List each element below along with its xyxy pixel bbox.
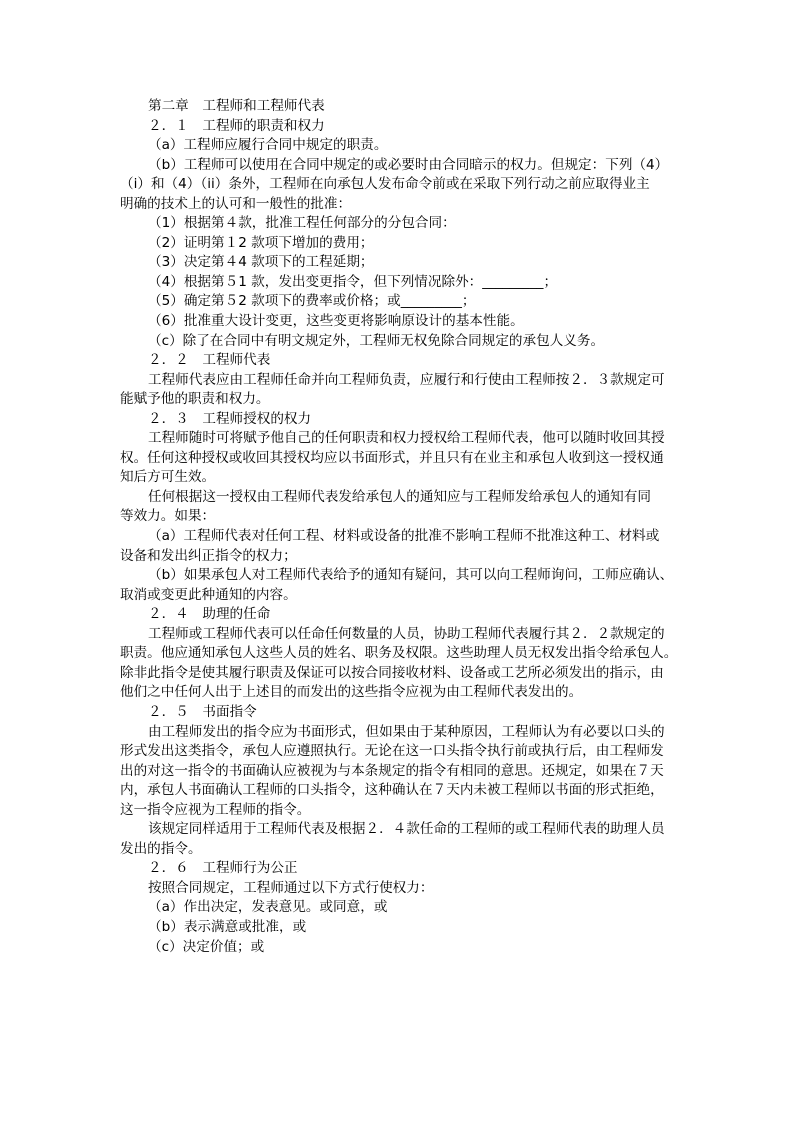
text-line-p-2-4-1: 工程师或工程师代表可以任命任何数量的人员，协助工程师代表履行其２．２款规定的: [148, 625, 665, 642]
text-line-sec-2-4-heading: ２．４ 助理的任命: [148, 606, 271, 623]
text-line-p-2-5-7: 发出的指令。: [120, 840, 202, 857]
text-line-p-2-1-b-3: 明确的技术上的认可和一般性的批准：: [120, 195, 352, 212]
text-line-p-2-1-b-2: （i）和（4）（ii）条外，工程师在向承包人发布命令前或在采取下列行动之前应取得业主: [120, 176, 650, 193]
text-line-chapter-title: 第二章 工程师和工程师代表: [148, 98, 325, 114]
text-line-p-2-4-3: 除非此指令是使其履行职责及保证可以按合同接收材料、设备或工艺所必须发出的指示，由: [120, 664, 664, 681]
text-line-p-2-6-1: 按照合同规定，工程师通过以下方式行使权力：: [148, 879, 434, 896]
text-line-item-2: （2）证明第１2 款项下增加的费用；: [148, 234, 374, 251]
text-line-p-2-5-4: 内，承包人书面确认工程师的口头指令，这种确认在７天内未被工程师以书面的形式拒绝，: [120, 782, 664, 799]
text-line-item-3: （3）决定第４4 款项下的工程延期；: [148, 254, 374, 271]
text-line-sec-2-3-heading: ２．３ 工程师授权的权力: [148, 410, 312, 427]
text-line-item-1: （1）根据第４款，批准工程任何部分的分包合同：: [148, 215, 456, 232]
text-line-p-2-3-a-1: （a）工程师代表对任何工程、材料或设备的批准不影响工程师不批准这种工、材料或: [148, 528, 660, 545]
text-line-p-2-3-1: 工程师随时可将赋予他自己的任何职责和权力授权给工程师代表，他可以随时收回其授: [148, 430, 665, 447]
text-line-p-2-6-b: （b）表示满意或批准，或: [148, 918, 307, 935]
text-line-p-2-2-2: 能赋予他的职责和权力。: [120, 391, 270, 408]
text-line-sec-2-6-heading: ２．６ 工程师行为公正: [148, 860, 298, 877]
text-line-p-2-3-2: 权。任何这种授权或收回其授权均应以书面形式，并且只有在业主和承包人收到这一授权通: [120, 449, 664, 466]
text-line-p-2-5-1: 由工程师发出的指令应为书面形式，但如果由于某种原因，工程师认为有必要以口头的: [148, 723, 665, 740]
text-line-p-2-1-a: （a）工程师应履行合同中规定的职责。: [148, 137, 388, 154]
text-line-p-2-5-6: 该规定同样适用于工程师代表及根据２．４款任命的工程师的或工程师代表的助理人员: [148, 821, 665, 838]
text-line-p-2-1-b-1: （b）工程师可以使用在合同中规定的或必要时由合同暗示的权力。但规定：下列（4）: [148, 156, 669, 173]
text-line-sec-2-1-heading: ２．１ 工程师的职责和权力: [148, 117, 325, 134]
text-line-item-4: （4）根据第５1 款，发出变更指令，但下列情况除外：_________；: [148, 273, 558, 290]
text-line-item-5: （5）确定第５2 款项下的费率或价格；或_________；: [148, 293, 476, 310]
text-line-p-2-4-4: 他们之中任何人出于上述目的而发出的这些指令应视为由工程师代表发出的。: [120, 684, 583, 701]
text-line-p-2-1-c: （c）除了在合同中有明文规定外，工程师无权免除合同规定的承包人义务。: [148, 332, 605, 349]
text-line-sec-2-2-heading: ２．２ 工程师代表: [148, 352, 271, 369]
text-line-p-2-5-2: 形式发出这类指令，承包人应遵照执行。无论在这一口头指令执行前或执行后，由工程师发: [120, 743, 664, 760]
text-line-p-2-3-3: 知后方可生效。: [120, 469, 216, 486]
text-line-p-2-5-3: 出的对这一指令的书面确认应被视为与本条规定的指令有相同的意思。还规定，如果在７天: [120, 762, 664, 779]
text-line-p-2-3-b-2: 取消或变更此种通知的内容。: [120, 586, 297, 603]
text-line-p-2-3-4: 任何根据这一授权由工程师代表发给承包人的通知应与工程师发给承包人的通知有同: [148, 488, 651, 505]
text-line-p-2-2-1: 工程师代表应由工程师任命并向工程师负责，应履行和行使由工程师按２．３款规定可: [148, 371, 665, 388]
text-line-p-2-3-5: 等效力。如果：: [120, 508, 216, 525]
text-line-sec-2-5-heading: ２．５ 书面指令: [148, 703, 257, 720]
text-line-item-6: （6）批准重大设计变更，这些变更将影响原设计的基本性能。: [148, 313, 524, 330]
document-body: [118, 97, 680, 957]
text-line-p-2-4-2: 职责。他应通知承包人这些人员的姓名、职务及权限。这些助理人员无权发出指令给承包人。: [120, 645, 678, 662]
text-line-p-2-6-a: （a）作出决定，发表意见。或同意，或: [148, 899, 388, 916]
text-line-p-2-5-5: 这一指令应视为工程师的指令。: [120, 801, 311, 818]
text-line-p-2-3-b-1: （b）如果承包人对工程师代表给予的通知有疑问，其可以向工程师询问，工师应确认、: [148, 567, 674, 584]
text-line-p-2-3-a-2: 设备和发出纠正指令的权力；: [120, 547, 297, 564]
text-line-p-2-6-c: （c）决定价值；或: [148, 938, 265, 955]
